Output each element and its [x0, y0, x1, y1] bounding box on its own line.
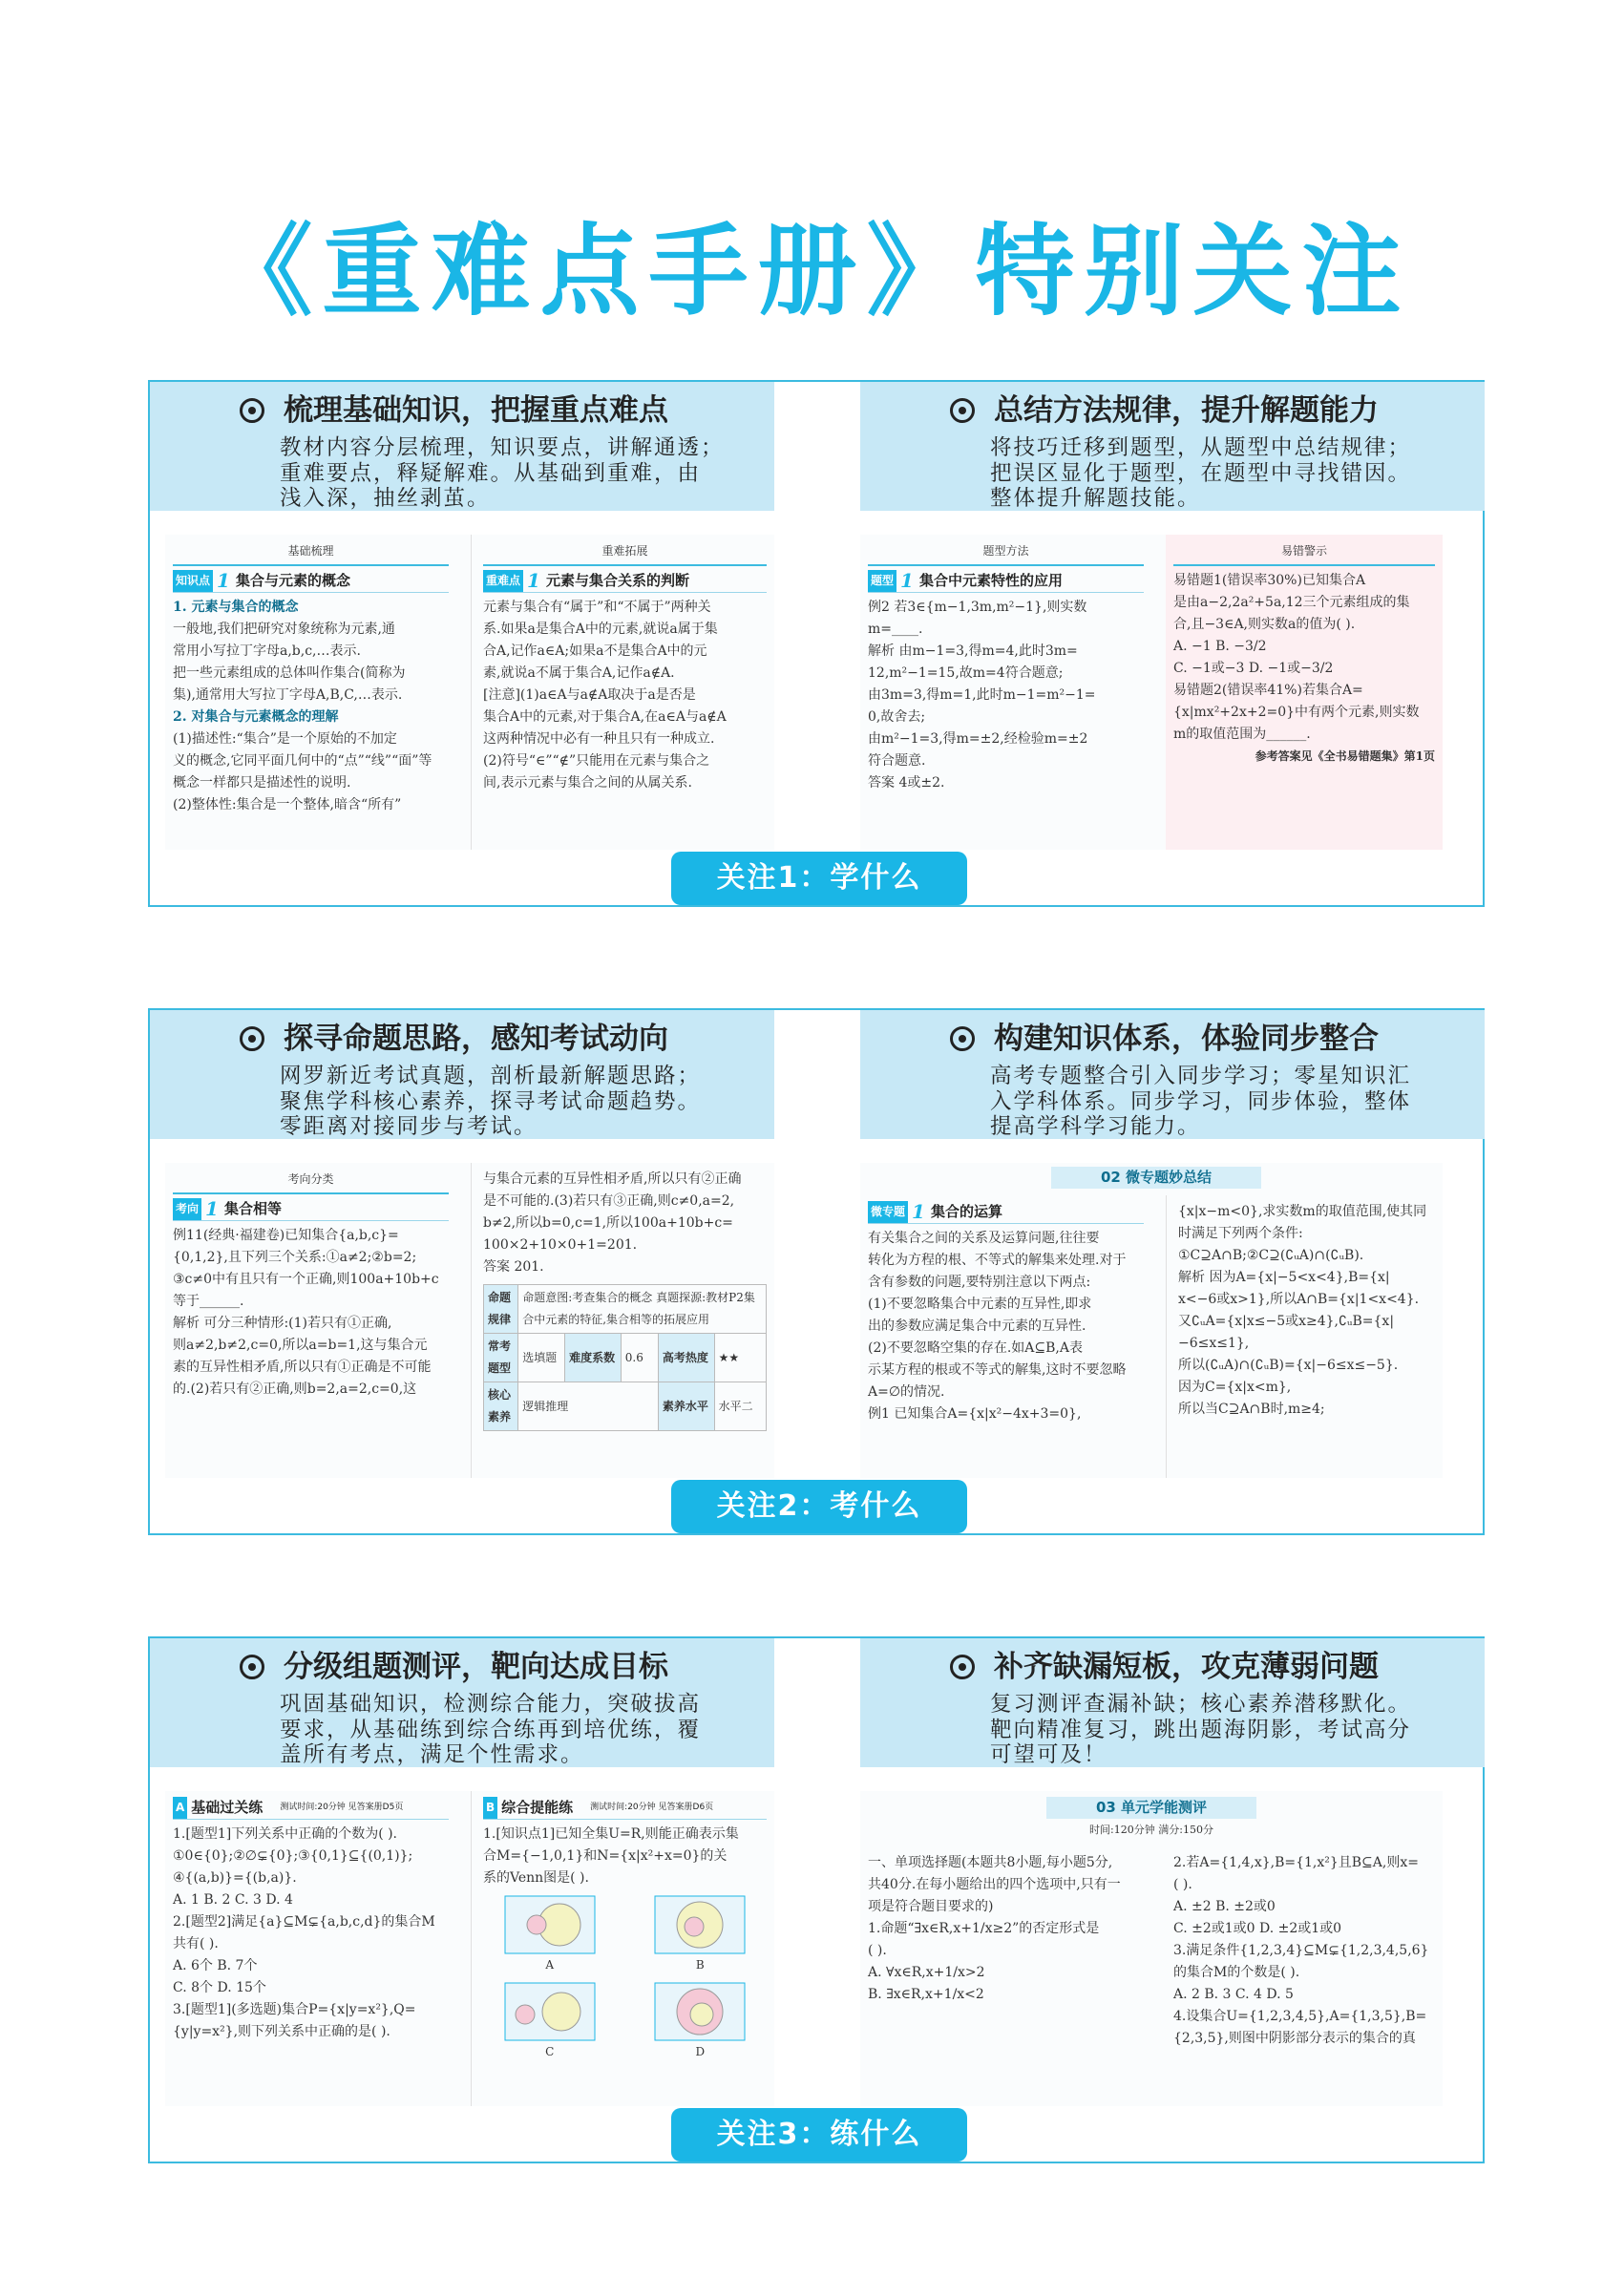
feature-heading: 分级组题测评，靶向达成目标 [284, 1650, 668, 1684]
book-section-banner: 02 微专题妙总结 [1051, 1167, 1261, 1189]
feature-description: 复习测评查漏补缺；核心素养潜移默化。 靶向精准复习，跳出题海阴影，考试高分 可望可及！ [990, 1692, 1412, 1767]
book-column: 一、单项选择题(本题共8小题,每小题5分, 共40分.在每小题给出的四个选项中,只有一 项是符合题目要求的) 1.命题“∃x∈R,x+1/x≥2”的否定形式是 ( ). A. ∀x∈R,x+1/x>2 B. ∃x∈R,x+1/x<2 [868, 1855, 1121, 2002]
venn-option: D [634, 1982, 768, 2063]
feature-header [860, 1010, 1485, 1139]
exam-info-table: 命题规律 命题意图:考查集合的概念 真题探源:教材P2集合中元素的特征,集合相等的拓展应用 常考题型 选填题 难度系数 0.6 高考热度 ★★ 核心素养 逻辑推理 素养水平 水平二 [483, 1284, 767, 1431]
bullet-icon [240, 398, 264, 423]
bullet-icon [950, 1026, 975, 1051]
venn-option: A [483, 1895, 617, 1976]
focus-button[interactable]: 关注2：考什么 [671, 1480, 967, 1533]
feature-heading: 构建知识体系，体验同步整合 [994, 1022, 1379, 1056]
feature-header [150, 1010, 774, 1139]
feature-block [150, 1010, 774, 1424]
book-sample [165, 1163, 774, 1478]
book-sample [165, 1791, 774, 2106]
feature-description: 教材内容分层梳理，知识要点，讲解通透； 重难要点，释疑解难。从基础到重难，由 浅入深，抽丝剥茧。 [280, 435, 725, 511]
venn-diagram [504, 1982, 596, 2041]
book-sample [860, 1791, 1443, 2106]
book-sample [860, 535, 1443, 850]
book-sample [165, 535, 774, 850]
book-column: 重难拓展 重难点 1 元素与集合关系的判断 元素与集合有“属于”和“不属于”两种关 系.如果a是集合A中的元素,就说a属于集 合A,记作a∈A;如果a不是集合A中的元 素,就说a不属于集合A,记作a∉A. [注意](1)a∈A与a∉A取决于a是否是 集合A中的元素,对于集合A,在a∈A与a∉A 这两种情况中必有一种且只有一种成立. (2)符号“∈”“∉”只能用在元素与集合之 间,表示元素与集合之间的从属关系. [471, 535, 774, 850]
feature-heading: 梳理基础知识，把握重点难点 [284, 393, 668, 428]
book-column: 基础梳理 知识点 1 集合与元素的概念 1. 元素与集合的概念 一般地,我们把研究对象统称为元素,通 常用小写拉丁字母a,b,c,…表示. 把一些元素组成的总体叫作集合(简称为 集),通常用大写拉丁字母A,B,C,…表示. 2. 对集合与元素概念的理解 (1)描述性:“集合”是一个原始的不加定 义的概念,它同平面几何中的“点”“线”“面”等 概念一样都只是描述性的说明. (2)整体性:集合是一个整体,暗含“所有” [165, 535, 456, 850]
feature-block [150, 1638, 774, 2058]
book-column: 2.若A={1,4,x},B={1,x²}且B⊆A,则x= ( ). A. ±2 B. ±2或0 C. ±2或1或0 D. ±2或1或0 3.满足条件{1,2,3,4}⊆M⊊{1,2,3,4,5,6} 的集合M的个数是( ). A. 2 B. 3 C. 4 D. 5 4.设集合U={1,2,3,4,5},A={1,3,5},B= {2,3,5},则图中阴影部分表示的集合的真 [1173, 1855, 1429, 2046]
book-column: 考向分类 考向 1 集合相等 例11(经典·福建卷)已知集合{a,b,c}= {0,1,2},且下列三个关系:①a≠2;②b=2; ③c≠0中有且只有一个正确,则100a+10b+c 等于______. 解析 可分三种情形:(1)若只有①正确, 则a≠2,b≠2,c=0,所以a=b=1,这与集合元 素的互异性相矛盾,所以只有①正确是不可能 的.(2)若只有②正确,则b=2,a=2,c=0,这 [165, 1163, 456, 1478]
venn-option: C [483, 1982, 617, 2063]
book-sample [860, 1163, 1443, 1478]
book-column: 微专题 1 集合的运算 有关集合之间的关系及运算问题,往往要 转化为方程的根、不等式的解集来处理.对于 含有参数的问题,要特别注意以下两点: (1)不要忽略集合中元素的互异性,即求 出的参数应满足集合中元素的互异性. (2)不要忽略空集的存在.如A⊆B,A表 示某方程的根或不等式的解集,这时不要忽略 A=∅的情况. 例1 已知集合A={x|x²−4x+3=0}, [860, 1195, 1151, 1478]
book-column: {x|x−m<0},求实数m的取值范围,使其同 时满足下列两个条件: ①C⊇A∩B;②C⊇(∁ᵤA)∩(∁ᵤB). 解析 因为A={x|−5<x<4},B={x| x<−6或x>1},所以A∩B={x|1<x<4}. 又∁ᵤA={x|x≤−5或x≥4},∁ᵤB={x| −6≤x≤1}, 所以(∁ᵤA)∩(∁ᵤB)={x|−6≤x≤−5}. 因为C={x|x<m}, 所以当C⊇A∩B时,m≥4; [1166, 1195, 1443, 1478]
feature-heading: 补齐缺漏短板，攻克薄弱问题 [994, 1650, 1379, 1684]
feature-block [860, 382, 1485, 791]
book-column: 题型方法 题型 1 集合中元素特性的应用 例2 若3∈{m−1,3m,m²−1},则实数 m=____. 解析 由m−1=3,得m=4,此时3m= 12,m²−1=15,故m=4符合题意; 由3m=3,得m=1,此时m−1=m²−1= 0,故舍去; 由m²−1=3,得m=±2,经检验m=±2 符合题意. 答案 4或±2. [860, 535, 1151, 850]
feature-description: 高考专题整合引入同步学习；零星知识汇 入学科体系。同步学习，同步体验，整体 提高学科学习能力。 [990, 1064, 1412, 1139]
bullet-icon [240, 1026, 264, 1051]
feature-block [860, 1010, 1485, 1422]
bullet-icon [950, 398, 975, 423]
venn-diagram [654, 1982, 746, 2041]
feature-heading: 探寻命题思路，感知考试动向 [284, 1022, 668, 1056]
section-1 [148, 380, 1485, 907]
test-time-info: 时间:120分钟 满分:150分 [1089, 1824, 1213, 1836]
focus-button[interactable]: 关注3：练什么 [671, 2108, 967, 2162]
focus-button[interactable]: 关注1：学什么 [671, 852, 967, 905]
feature-block [860, 1638, 1485, 2046]
feature-header [860, 1638, 1485, 1767]
feature-description: 网罗新近考试真题，剖析最新解题思路； 聚焦学科核心素养，探寻考试命题趋势。 零距离对接同步与考试。 [280, 1064, 702, 1139]
book-column: 与集合元素的互异性相矛盾,所以只有②正确 是不可能的.(3)若只有③正确,则c≠0,a=2, b≠2,所以b=0,c=1,所以100a+10b+c= 100×2+10×0+1=201. 答案 201. 命题规律 命题意图:考查集合的概念 真题探源:教材P2集合中元素的特征,集合相等的拓展应用 常考题型 选填题 难度系数 0.6 高考热度 ★★ 核心素养 逻辑推理 素养水平 水平二 [471, 1163, 774, 1478]
feature-header [860, 382, 1485, 511]
venn-diagram [654, 1895, 746, 1954]
feature-header [150, 1638, 774, 1767]
venn-options [483, 1895, 767, 2063]
bullet-icon [950, 1655, 975, 1679]
section-3 [148, 1636, 1485, 2163]
feature-description: 将技巧迁移到题型，从题型中总结规律； 把误区显化于题型，在题型中寻找错因。 整体提升解题技能。 [990, 435, 1412, 511]
feature-heading: 总结方法规律，提升解题能力 [994, 393, 1379, 428]
bullet-icon [240, 1655, 264, 1679]
book-column: 易错警示 易错题1(错误率30%)已知集合A 是由a−2,2a²+5a,12三个元素组成的集 合,且−3∈A,则实数a的值为( ). A. −1 B. −3/2 C. −1或−3 D. −1或−3/2 易错题2(错误率41%)若集合A= {x|mx²+2x+2=0}中有两个元素,则实数 m的取值范围为______. 参考答案见《全书易错题集》第1页 [1166, 535, 1443, 850]
book-column: A 基础过关练 测试时间:20分钟 见答案册D5页 1.[题型1]下列关系中正确的个数为( ). ①0∈{0};②∅⊊{0};③{0,1}⊆{(0,1)}; ④{(a,b)}={(b,a)}. A. 1 B. 2 C. 3 D. 4 2.[题型2]满足{a}⊆M⊊{a,b,c,d}的集合M 共有( ). A. 6个 B. 7个 C. 8个 D. 15个 3.[题型1](多选题)集合P={x|y=x²},Q= {y|y=x²},则下列关系中正确的是( ). [165, 1791, 456, 2106]
feature-block [150, 382, 774, 812]
page-title: 《重难点手册》特别关注 [213, 213, 1411, 329]
book-column: B 综合提能练 测试时间:20分钟 见答案册D6页 1.[知识点1]已知全集U=R,则能正确表示集 合M={−1,0,1}和N={x|x²+x=0}的关 系的Venn图是( ). A B C D [471, 1791, 774, 2106]
feature-description: 巩固基础知识，检测综合能力，突破拔高 要求，从基础练到综合练再到培优练，覆 盖所有考点，满足个性需求。 [280, 1692, 702, 1767]
venn-diagram [504, 1895, 596, 1954]
feature-header [150, 382, 774, 511]
book-section-banner: 03 单元学能测评 [1046, 1797, 1256, 1819]
section-2 [148, 1008, 1485, 1535]
venn-option: B [634, 1895, 768, 1976]
